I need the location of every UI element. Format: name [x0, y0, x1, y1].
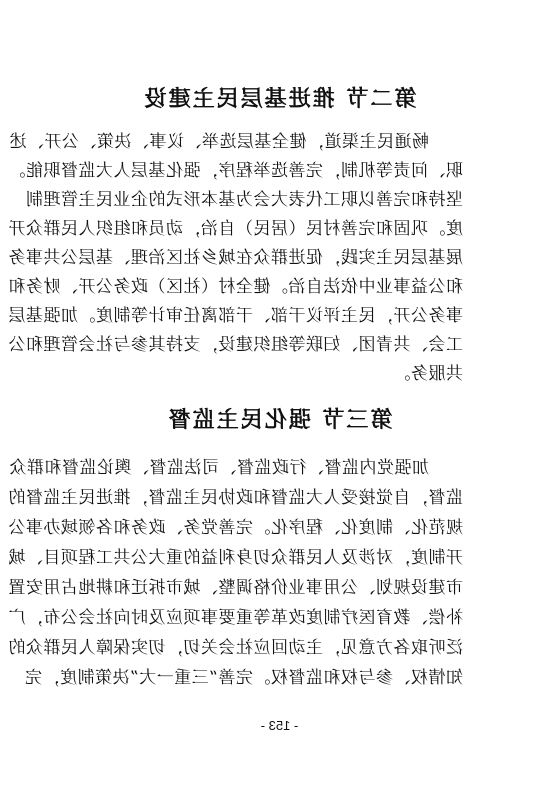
section-3-line-6: 补偿、教育医疗制度改革等重要事项应及时向社会公布，广	[8, 608, 463, 628]
section-3-line-8: 知情权、参与权和监督权。完善“三重一大”决策制度，完	[24, 668, 463, 688]
section-3-title: 第三节 强化民主监督	[166, 407, 393, 433]
section-2-line-1: 畅通民主渠道，健全基层选举、议事、决策、公开、述	[9, 132, 429, 152]
section-2-line-2: 职、问责等机制，完善选举程序，强化基层人大监督职能。	[8, 161, 463, 181]
section-3-line-1: 加强党内监督、行政监督、司法监督、舆论监督和群众	[9, 458, 429, 478]
section-2-line-5: 展基层民主实践，促进群众在城乡社区治理、基层公共事务	[8, 248, 463, 268]
section-3-line-4: 开制度，对涉及人民群众切身利益的重大公共工程项目、城	[8, 548, 463, 568]
section-2-line-6: 和公益事业中依法自治。健全村（社区）政务公开、财务和	[8, 277, 463, 297]
section-2-title: 第二节 推进基层民主建设	[142, 86, 417, 112]
section-3-line-2: 监督，自觉接受人大监督和政协民主监督，推进民主监督的	[8, 488, 463, 508]
section-2-line-3: 坚持和完善以职工代表大会为基本形式的企业民主管理制	[25, 190, 463, 210]
section-2-line-7: 事务公开，民主评议干部、干部离任审计等制度。加强基层	[8, 306, 463, 326]
section-3-line-7: 泛听取各方意见，主动回应社会关切，切实保障人民群众的	[8, 638, 463, 658]
section-3-line-3: 规范化、制度化、程序化。完善党务、政务和各领域办事公	[8, 518, 463, 538]
section-2-line-4: 度。巩固和完善村民（居民）自治，动员和组织人民群众开	[8, 219, 463, 239]
section-3-line-5: 市建设规划、公用事业价格调整、城市拆迁和耕地占用安置	[8, 578, 463, 598]
page-number: - 153 -	[260, 718, 299, 733]
section-2-line-9: 共服务。	[393, 364, 463, 384]
section-2-line-8: 工会、共青团、妇联等组织建设，支持其参与社会管理和公	[8, 335, 463, 355]
